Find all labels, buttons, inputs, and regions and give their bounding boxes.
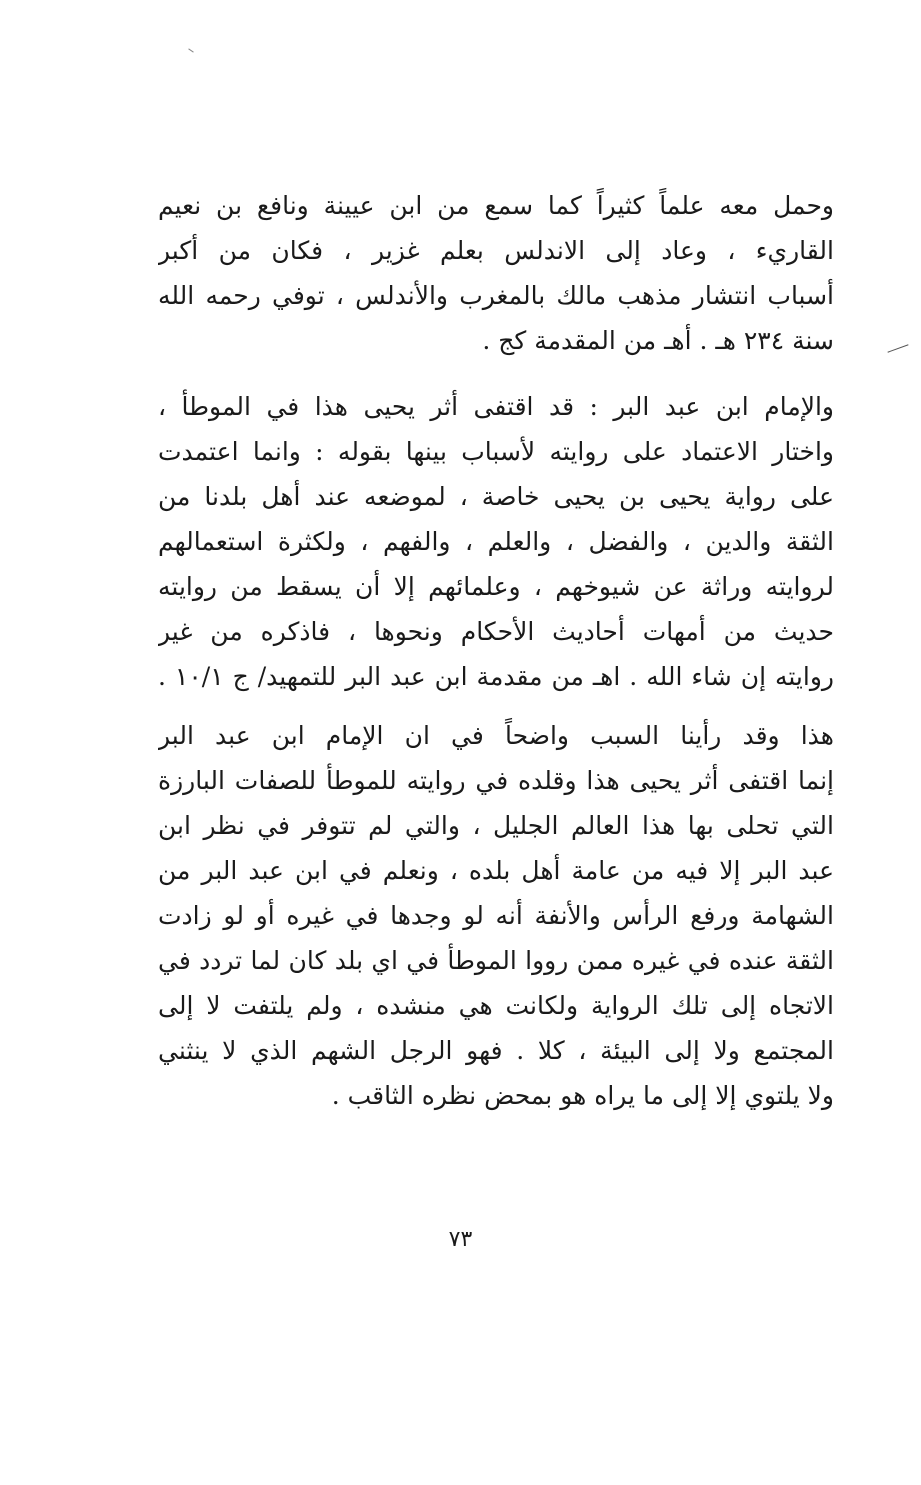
paragraph-3-line-1: هذا وقد رأينا السبب واضحاً في ان الإمام ابن عبد البر (158, 721, 834, 750)
paragraph-2-line-5: لروايته وراثة عن شيوخهم ، وعلمائهم إلا أن يسقط من روايته (158, 572, 834, 601)
paragraph-3-line-5: الشهامة ورفع الرأس والأنفة أنه لو وجدها في غيره أو لو زادت (158, 901, 834, 930)
paragraph-1-line-4: سنة ٢٣٤ هـ . أهـ من المقدمة كج . (482, 326, 834, 355)
paragraph-2-line-1: والإمام ابن عبد البر : قد اقتفى أثر يحيى هذا في الموطأ ، (158, 392, 834, 421)
paragraph-3-line-3: التي تحلى بها هذا العالم الجليل ، والتي لم تتوفر في نظر ابن (158, 811, 834, 840)
paragraph-1-line-1: وحمل معه علماً كثيراً كما سمع من ابن عيينة ونافع بن نعيم (158, 191, 834, 220)
paragraph-3-line-4: عبد البر إلا فيه من عامة أهل بلده ، ونعلم في ابن عبد البر من (158, 856, 834, 885)
paragraph-2-line-2: واختار الاعتماد على روايته لأسباب بينها بقوله : وانما اعتمدت (158, 437, 834, 466)
paragraph-3-line-9: ولا يلتوي إلا إلى ما يراه هو بمحض نظره الثاقب . (331, 1081, 834, 1110)
paragraph-2-line-6: حديث من أمهات أحاديث الأحكام ونحوها ، فاذكره من غير (158, 617, 834, 646)
paragraph-1-line-3: أسباب انتشار مذهب مالك بالمغرب والأندلس ، توفي رحمه الله (158, 281, 834, 310)
scan-speck (188, 48, 193, 52)
paragraph-3-line-2: إنما اقتفى أثر يحيى هذا وقلده في روايته للموطأ للصفات البارزة (158, 766, 834, 795)
paragraph-2-line-7: روايته إن شاء الله . اهـ من مقدمة ابن عبد البر للتمهيد/ ج ١٠/١ . (158, 662, 834, 691)
paragraph-3-line-6: الثقة عنده في غيره ممن رووا الموطأ في اي بلد كان لما تردد في (158, 946, 834, 975)
paragraph-1-line-2: القاريء ، وعاد إلى الاندلس بعلم غزير ، فكان من أكبر (158, 236, 834, 265)
paragraph-1 (158, 183, 834, 363)
paragraph-2-line-4: الثقة والدين ، والفضل ، والعلم ، والفهم ، ولكثرة استعمالهم (158, 527, 834, 556)
paragraph-3-line-7: الاتجاه إلى تلك الرواية ولكانت هي منشده ، ولم يلتفت لا إلى (158, 991, 834, 1020)
paragraph-2-line-3: على رواية يحيى بن يحيى خاصة ، لموضعه عند أهل بلدنا من (158, 482, 834, 511)
paragraph-2 (158, 384, 834, 699)
page-number: ٧٣ (448, 1227, 473, 1252)
paragraph-3 (158, 713, 834, 1118)
paragraph-3-line-8: المجتمع ولا إلى البيئة ، كلا . فهو الرجل الشهم الذي لا ينثني (158, 1036, 834, 1065)
margin-pencil-mark (887, 344, 908, 352)
